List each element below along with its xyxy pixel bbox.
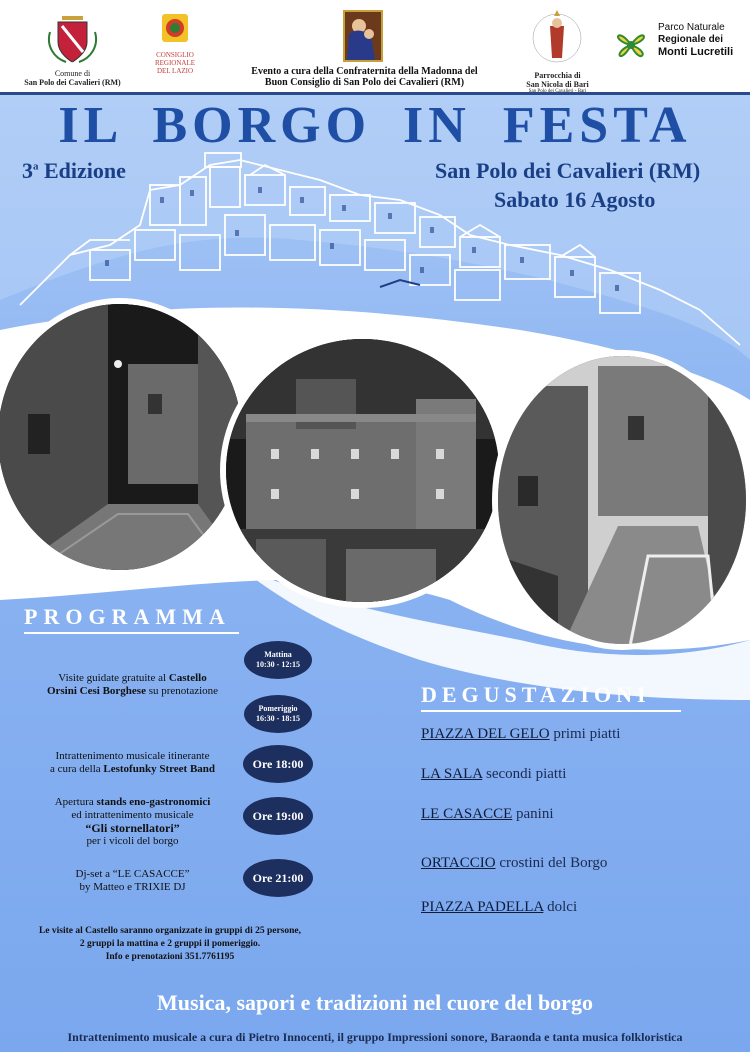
event-location: San Polo dei Cavalieri (RM): [435, 158, 701, 183]
stands-text-2: stands eno-gastronomici: [96, 796, 211, 808]
parish-caption-small: San Polo dei Cavalieri - Bari: [528, 89, 587, 94]
pill-mattina-time: 10:30 - 12:15: [256, 660, 300, 669]
stands-text-5: per i vicoli del borgo: [86, 835, 179, 847]
programma-heading: [24, 604, 231, 630]
parish-caption-2: San Nicola di Bari: [526, 80, 589, 89]
stands-text-1: Apertura: [54, 796, 97, 808]
header-divider: [0, 92, 750, 95]
comune-caption-2: San Polo dei Cavalieri (RM): [24, 78, 121, 87]
stands-text-3: ed intrattenimento musicale: [71, 809, 194, 821]
intrattenimento-text-2: a cura della: [49, 763, 104, 775]
booking-note-line-2: 2 gruppi la mattina e 2 gruppi il pomeriggio.: [79, 939, 261, 949]
visite-text-3: Orsini Cesi Borghese: [46, 685, 146, 697]
event-organizer-line-2: Buon Consiglio di San Polo dei Cavalieri (RM): [264, 77, 465, 88]
degustazione-place: LA SALA: [421, 766, 483, 782]
comune-logo: [10, 12, 135, 87]
park-caption-1: Parco Naturale: [658, 22, 725, 33]
degustazione-place: PIAZZA PADELLA: [421, 899, 544, 915]
consiglio-caption-2: REGIONALE: [154, 59, 196, 67]
comune-caption-1: Comune di: [54, 69, 91, 78]
time-pill-mattina: [244, 641, 312, 679]
time-pill-2100: [243, 859, 313, 897]
booking-note-line-3: Info e prenotazioni 351.7761195: [105, 952, 235, 962]
degustazioni-heading-text: DEGUSTAZIONI: [421, 682, 651, 707]
time-pill-1900: [243, 797, 313, 835]
intrattenimento-text-3: Lestofunky Street Band: [103, 763, 216, 775]
comune-crest-icon: [10, 12, 135, 64]
park-caption-2: Regionale dei: [658, 34, 724, 45]
pill-pomeriggio-time: 16:30 - 18:15: [256, 714, 300, 723]
degustazione-place: LE CASACCE: [421, 806, 513, 822]
pill-1800-time: Ore 18:00: [252, 756, 304, 771]
intrattenimento-text-1: Intrattenimento musicale itinerante: [55, 750, 210, 762]
degustazione-food: dolci: [547, 899, 578, 915]
degustazioni-underline: [421, 710, 681, 712]
degustazioni-heading: [421, 682, 651, 708]
degustazione-item: [421, 766, 566, 783]
regione-lazio-emblem-icon: [140, 12, 210, 46]
pill-1900-time: Ore 19:00: [252, 808, 304, 823]
visite-text-4: su prenotazione: [145, 685, 219, 697]
pill-2100-time: Ore 21:00: [252, 870, 304, 885]
time-pill-1800: [243, 745, 313, 783]
event-organizer-line-1: Evento a cura della Confraternita della Madonna del: [251, 66, 478, 77]
edition-word: Edizione: [44, 158, 126, 183]
programma-row-visite: [20, 672, 245, 698]
parish-seal-icon: [510, 8, 605, 66]
consiglio-caption-3: DEL LAZIO: [156, 67, 194, 75]
degustazione-item: [421, 806, 554, 823]
stands-text-4: “Gli stornellatori”: [85, 821, 180, 835]
photo-castle: [220, 333, 505, 608]
consiglio-caption-1: CONSIGLIO: [156, 51, 194, 59]
booking-note: [15, 925, 325, 964]
poster-tagline: Musica, sapori e tradizioni nel cuore del borgo: [157, 990, 593, 1015]
degustazione-item: [421, 855, 607, 872]
programma-row-stands: [20, 796, 245, 848]
park-logo: [608, 18, 748, 70]
booking-note-line-1: Le visite al Castello saranno organizzate in gruppi di 25 persone,: [38, 926, 302, 936]
edition-sup: a: [33, 160, 39, 173]
poster-title: IL BORGO IN FESTA: [58, 97, 692, 154]
event-date: Sabato 16 Agosto: [494, 187, 656, 212]
djset-text-2: by Matteo e TRIXIE DJ: [79, 881, 186, 893]
pill-mattina-label: Mattina: [264, 650, 292, 659]
degustazione-item: [421, 726, 620, 743]
time-pill-pomeriggio: [244, 695, 312, 733]
degustazione-food: panini: [516, 806, 554, 822]
photo-stairway: [492, 350, 750, 650]
event-organizer: [222, 66, 507, 88]
degustazione-item: [421, 899, 577, 916]
programma-underline: [24, 632, 239, 634]
programma-row-intrattenimento: [20, 750, 245, 776]
degustazione-place: ORTACCIO: [421, 855, 496, 871]
parish-caption-1: Parrocchia di: [534, 71, 581, 80]
visite-text-2: Castello: [168, 672, 207, 684]
degustazione-food: secondi piatti: [486, 766, 567, 782]
pill-pomeriggio-label: Pomeriggio: [258, 704, 298, 713]
degustazione-food: crostini del Borgo: [499, 855, 608, 871]
degustazione-food: primi piatti: [553, 726, 621, 742]
degustazione-place: PIAZZA DEL GELO: [421, 726, 550, 742]
poster-footer: Intrattenimento musicale a cura di Pietro Innocenti, il gruppo Impressioni sonore, Baraonda e tanta musica folkloristica: [67, 1030, 683, 1044]
consiglio-regionale-logo: [140, 12, 210, 75]
parish-logo: [510, 8, 605, 95]
madonna-icon: [343, 10, 383, 62]
park-caption-3: Monti Lucretili: [658, 46, 734, 58]
edition-number: 3: [22, 158, 33, 183]
visite-text-1: Visite guidate gratuite al: [58, 672, 169, 684]
programma-heading-text: PROGRAMMA: [24, 604, 231, 629]
park-flower-icon: [608, 22, 654, 68]
djset-text-1: Dj-set a “LE CASACCE”: [75, 868, 190, 880]
photo-alley-night: [0, 298, 248, 576]
programma-row-djset: [20, 868, 245, 894]
